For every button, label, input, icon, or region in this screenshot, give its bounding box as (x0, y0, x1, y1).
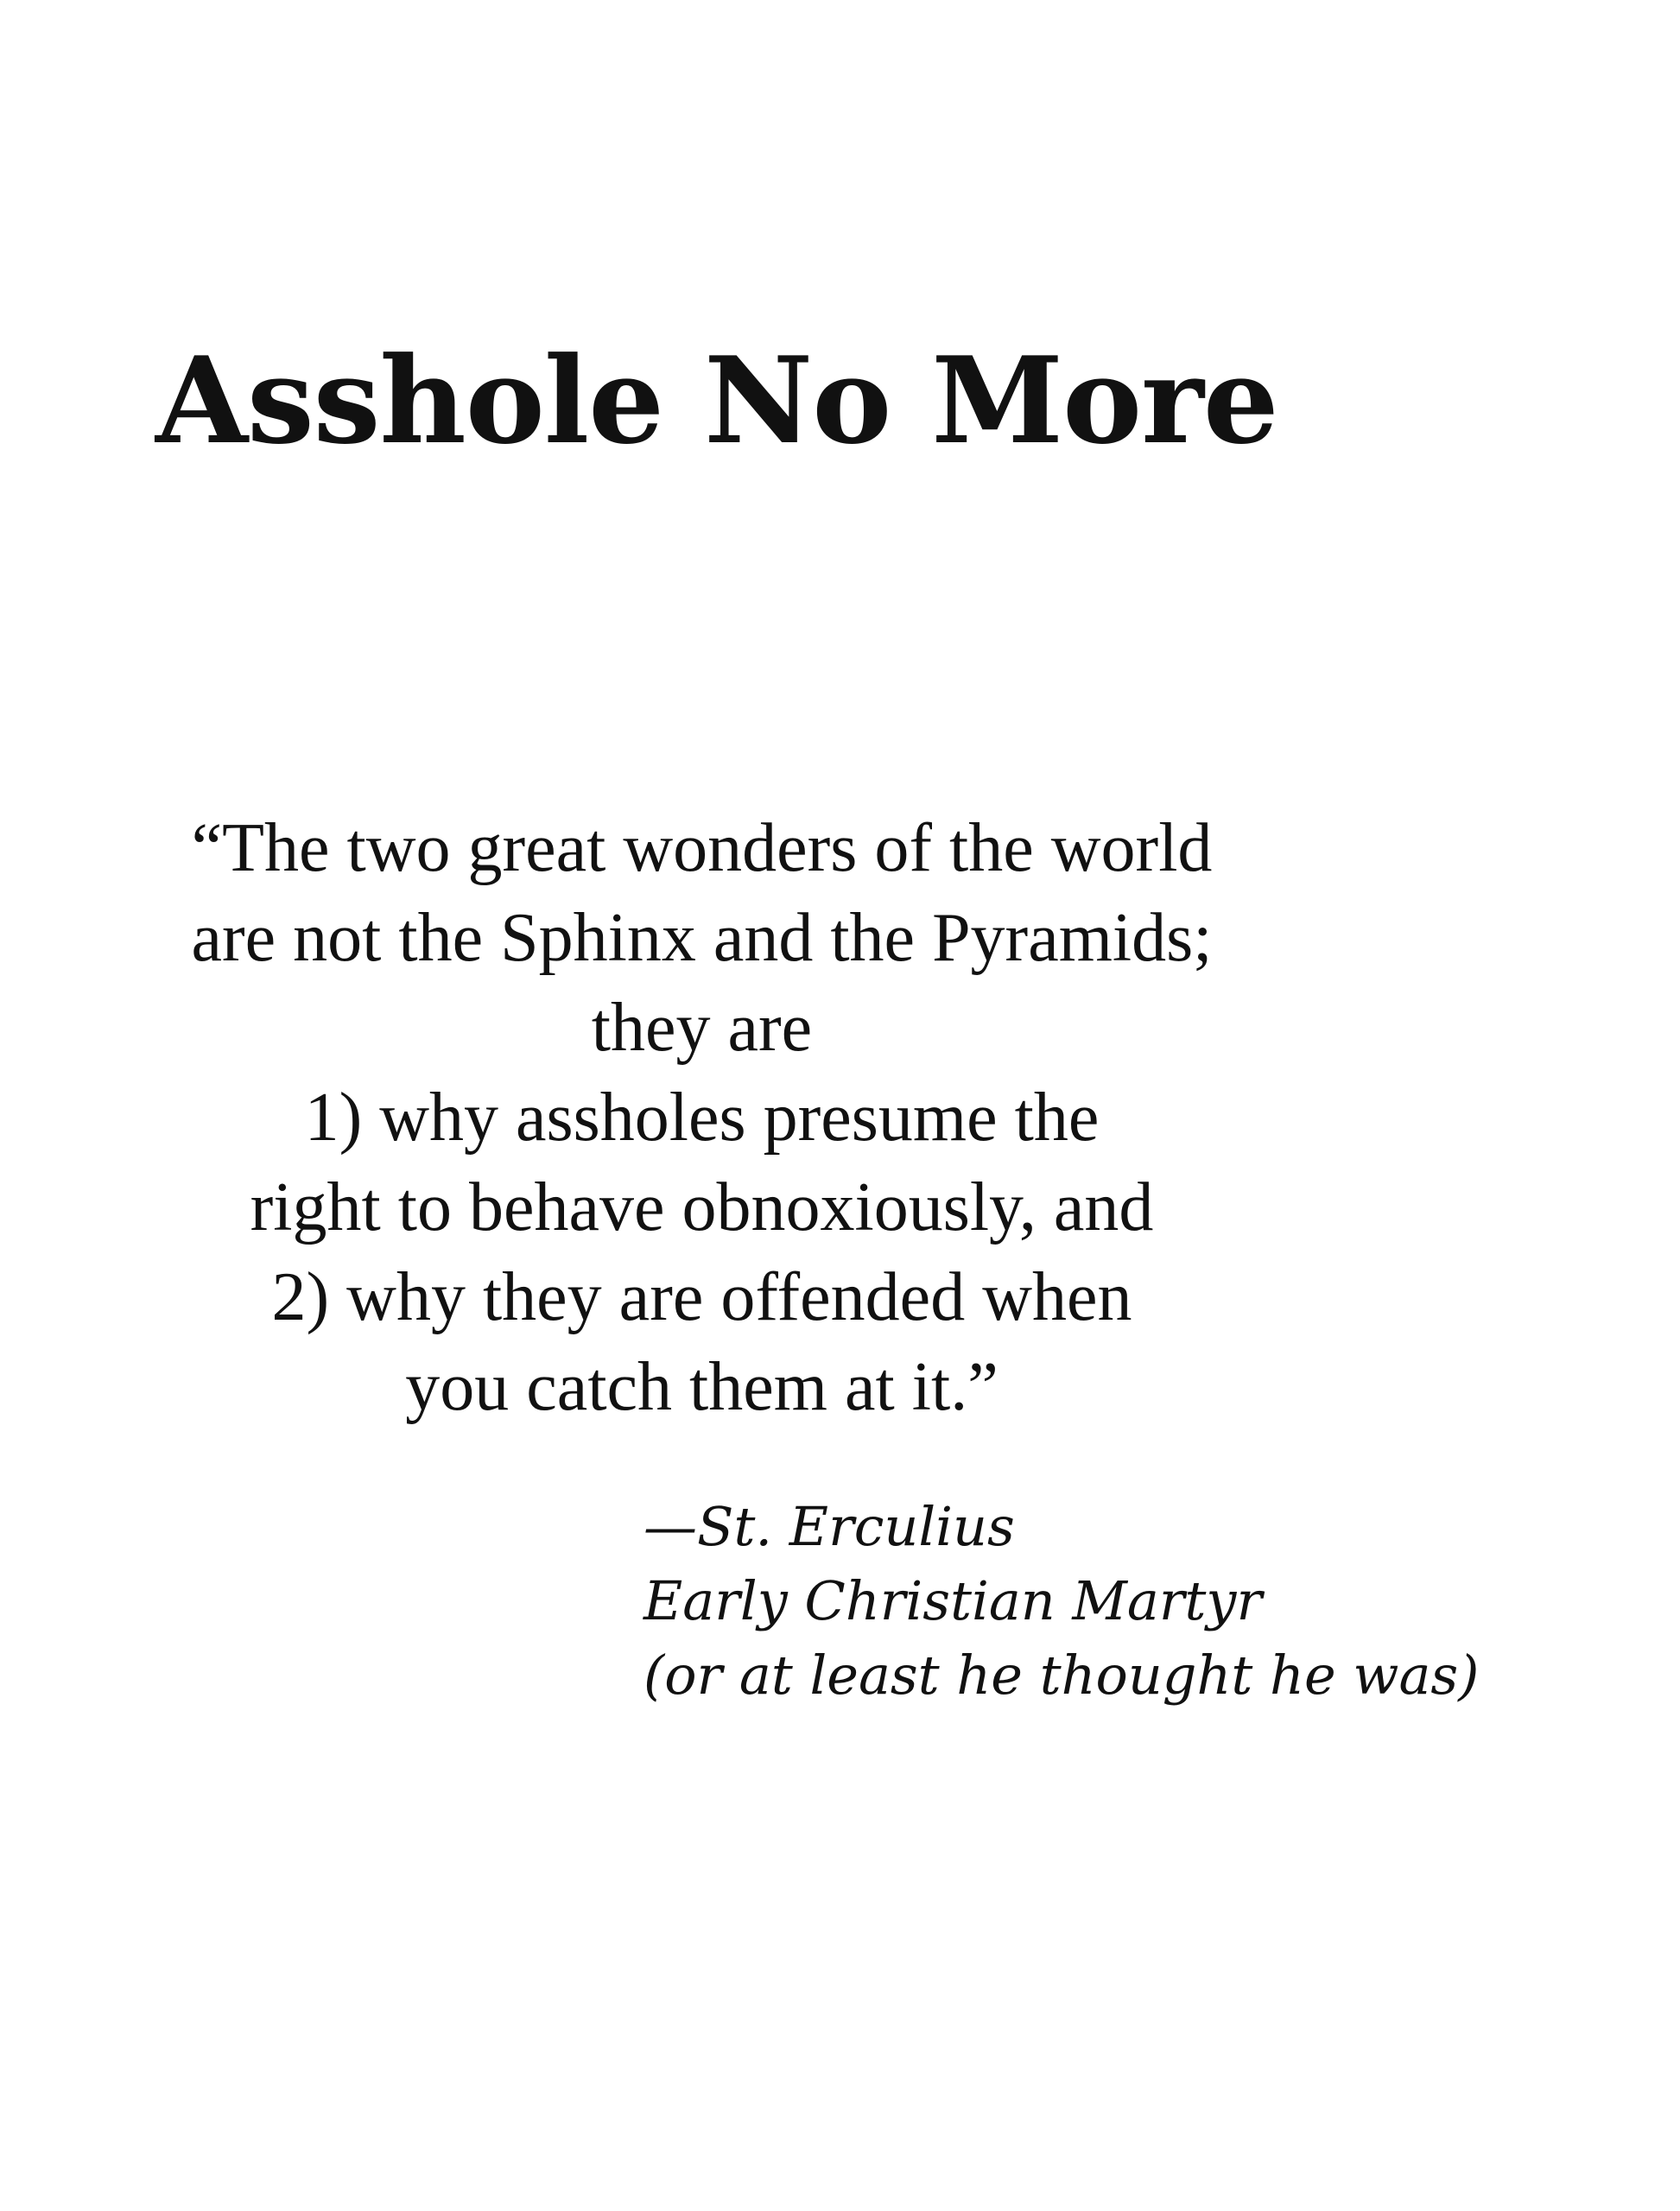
attribution-author: —St. Erculius (643, 1495, 1015, 1558)
quote-line: 2) why they are offended when (271, 1259, 1132, 1335)
quote-line: 1) why assholes presume the (304, 1080, 1100, 1156)
page-title: Asshole No More (155, 330, 1278, 471)
epigraph-quote (35, 803, 1369, 1432)
attribution-role: Early Christian Martyr (643, 1569, 1263, 1632)
quote-line: they are (591, 990, 813, 1066)
quote-line: “The two great wonders of the world (191, 810, 1213, 886)
attribution-note: (or at least he thought he was) (643, 1644, 1480, 1707)
quote-line: right to behave obnoxiously, and (250, 1169, 1154, 1245)
quote-line: you catch them at it.” (405, 1349, 998, 1425)
quote-attribution (643, 1490, 1479, 1713)
quote-line: are not the Sphinx and the Pyramids; (191, 900, 1213, 976)
